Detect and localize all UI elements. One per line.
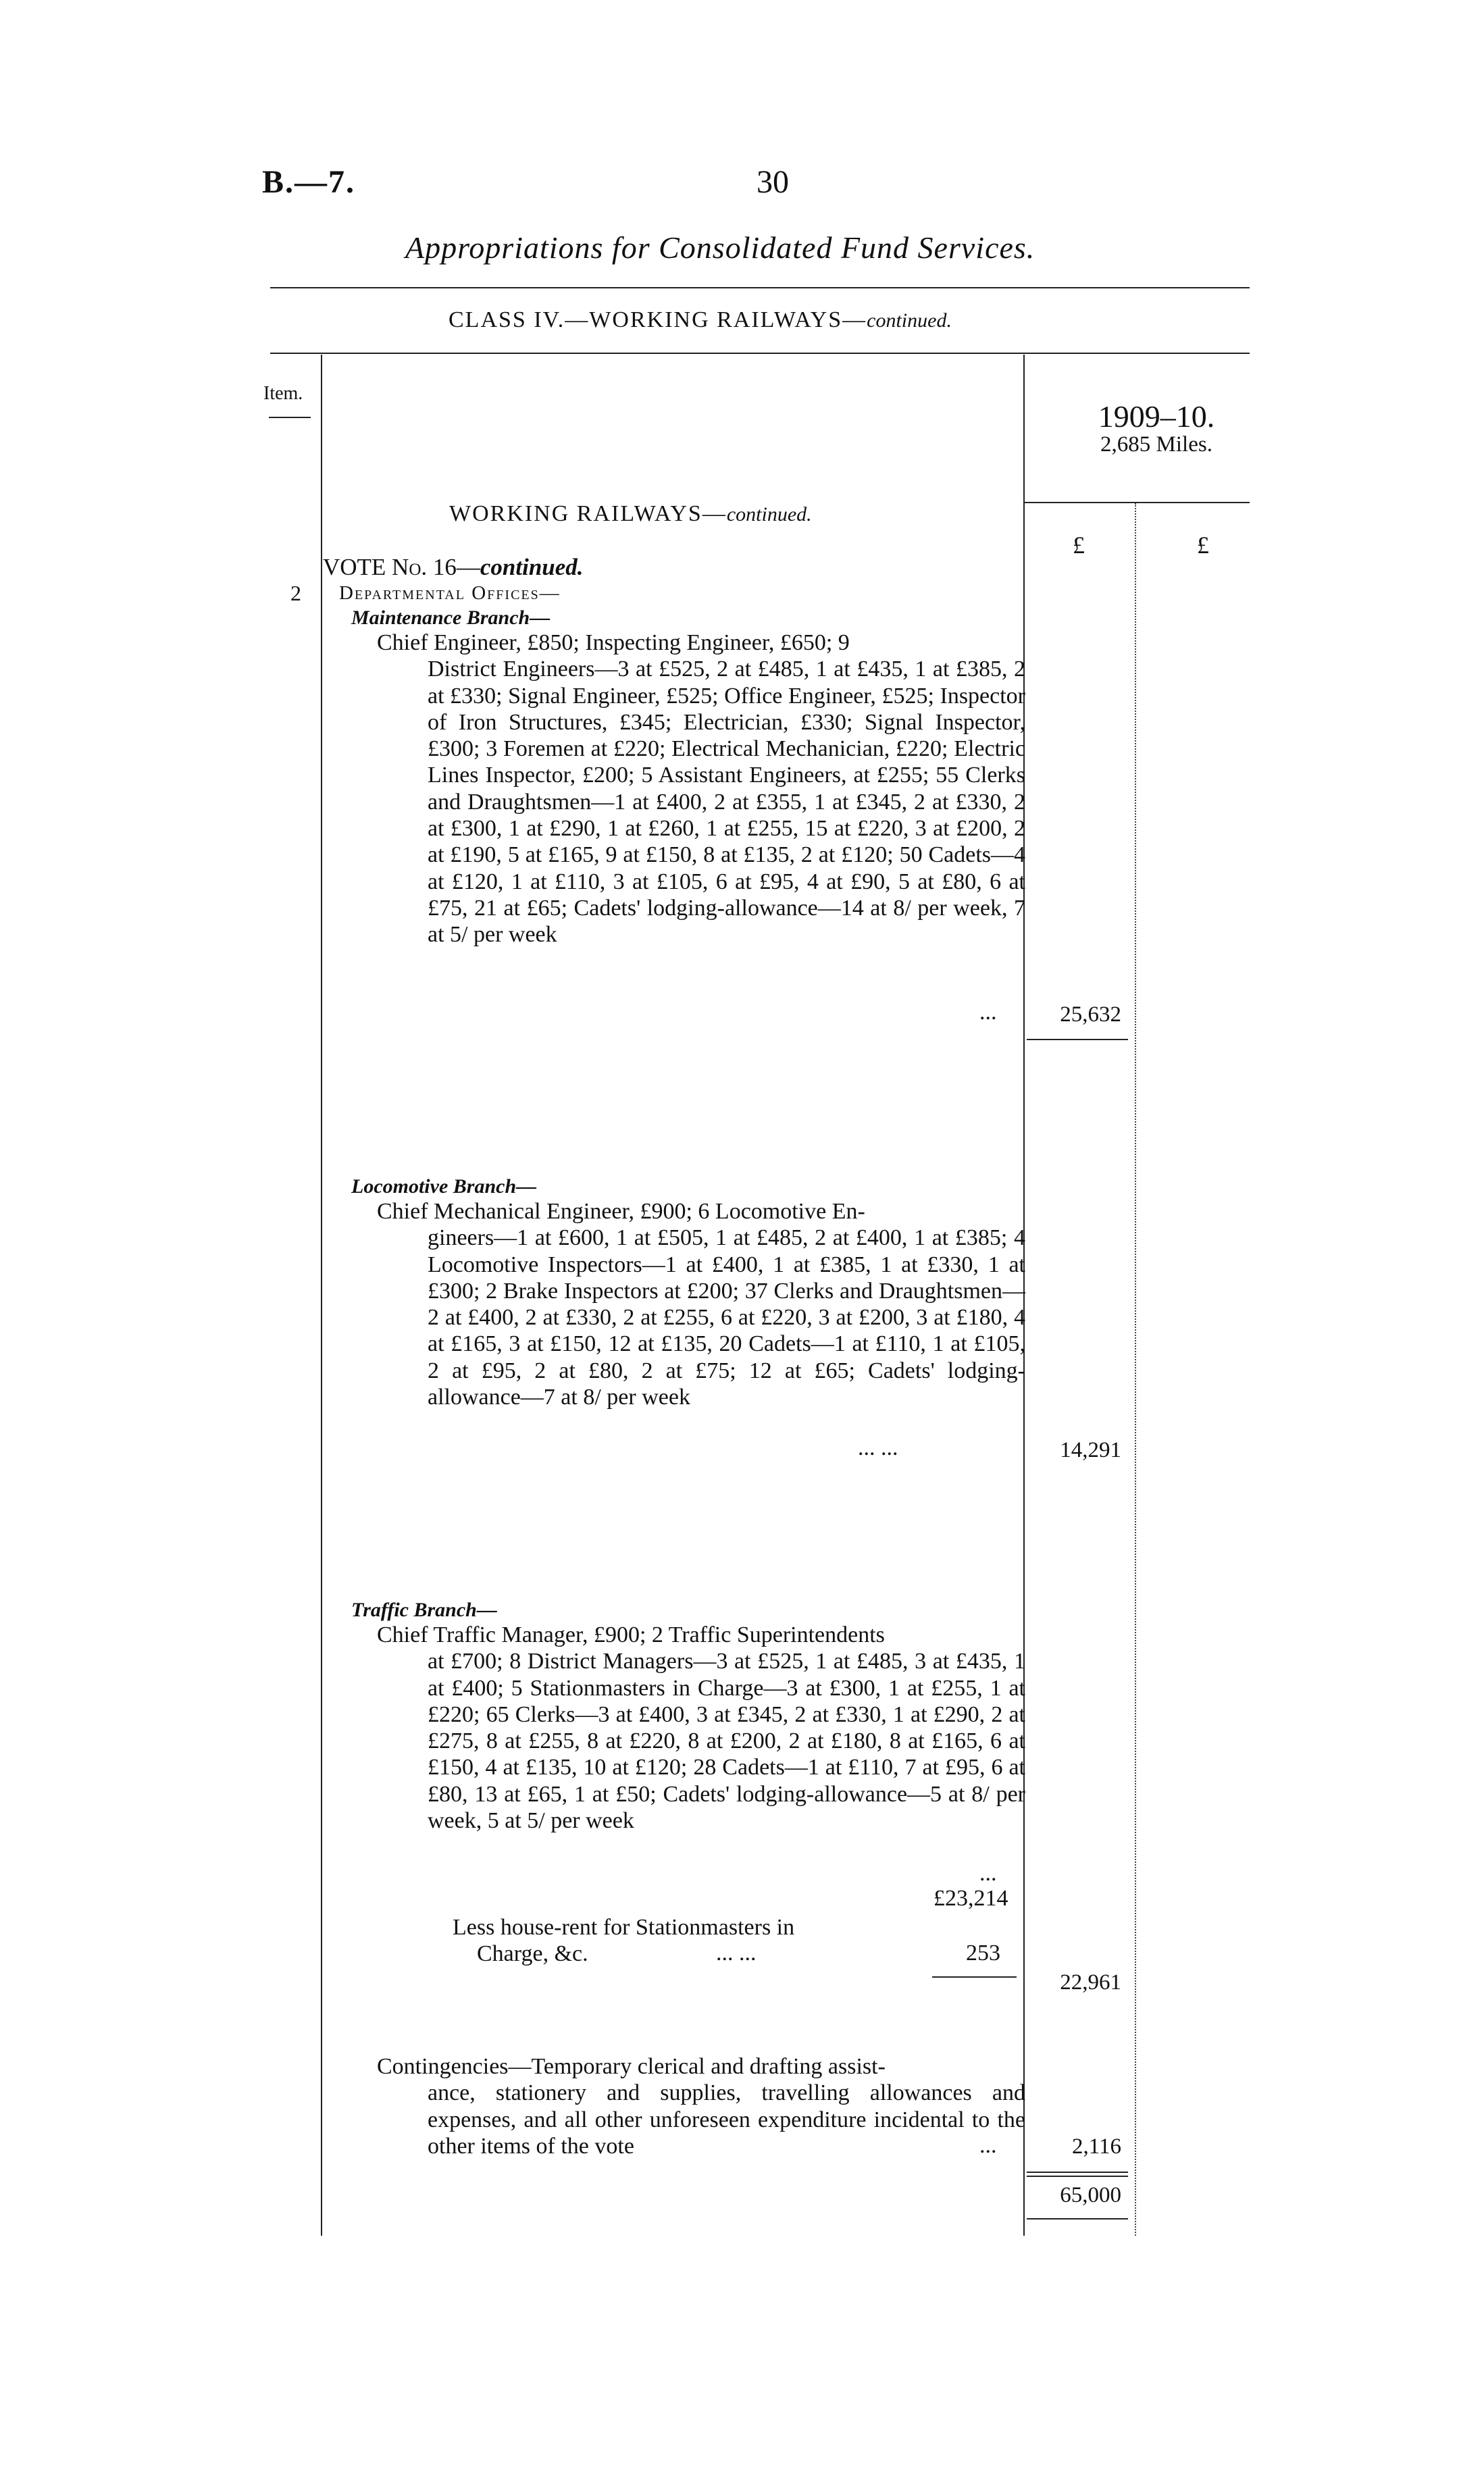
traffic-body: at £700; 8 District Managers—3 at £525, 1 at £485, 3 at £435, 1 at £400; 5 Stationmasters in Charge—3 at £300, 1 at £255, 1 at £220; 65 Clerks—3 at £400, 3 at £345, 2 at £330, 1 at £290, 2 at £275, 8 at £255, 8 at £220, 8 at £200, 2 at £180, 8 at £165, 6 at £150, 4 at £135, 10 at £120; 28 Cadets—1 at £110, 7 at £95, 6 at £80, 13 at £65, 1 at £50; Cadets' lodging-allowance—5 at 8/ per week, 5 at 5/ per week [428, 1649, 1025, 1834]
contingencies-amount: 2,116 [1071, 2134, 1121, 2159]
contingencies-leader: ... [979, 2133, 997, 2158]
amount-column-rule-mid [1135, 503, 1136, 2236]
department-heading: Departmental Offices— [339, 582, 561, 604]
maintenance-branch-heading: Maintenance Branch— [351, 607, 551, 629]
traffic-less-line1: Less house-rent for Stationmasters in [453, 1915, 795, 1940]
traffic-leader: ... [979, 1861, 997, 1886]
maintenance-branch-text [377, 630, 1025, 948]
contingencies-text [377, 2053, 1025, 2159]
traffic-less-line2: Charge, &c. [477, 1941, 588, 1966]
section-heading-text: WORKING RAILWAYS— [449, 501, 727, 526]
total-rule-top [1027, 2172, 1128, 2173]
year-heading: 1909–10. [1098, 399, 1215, 434]
year-rule [1023, 502, 1250, 503]
traffic-less-leader: ... ... [716, 1941, 757, 1966]
page-number: 30 [757, 164, 789, 200]
maintenance-amount-rule [1027, 1039, 1128, 1040]
locomotive-leader: ... ... [858, 1435, 898, 1460]
section-heading [449, 501, 812, 527]
maintenance-first-line: Chief Engineer, £850; Inspecting Engineer, £650; 9 [377, 630, 850, 655]
vote-heading [323, 554, 584, 581]
class-heading-suffix: continued. [867, 309, 952, 332]
locomotive-branch-text [377, 1198, 1025, 1410]
vote-total: 65,000 [1060, 2183, 1121, 2207]
class-rule [270, 353, 1250, 354]
total-rule-bottom [1027, 2218, 1128, 2219]
page-title: Appropriations for Consolidated Fund Services. [405, 230, 1035, 265]
item-column-header: Item. [263, 383, 303, 404]
traffic-branch-text [377, 1622, 1025, 1834]
item-column-rule [321, 355, 322, 2236]
traffic-amount: 22,961 [1060, 1970, 1121, 1995]
title-rule [270, 287, 1250, 288]
traffic-less-rule [932, 1976, 1017, 1978]
locomotive-amount: 14,291 [1060, 1438, 1121, 1462]
total-rule-top-double [1027, 2176, 1128, 2177]
section-heading-suffix: continued. [726, 503, 812, 525]
traffic-branch-heading: Traffic Branch— [351, 1599, 497, 1621]
item-header-underline [269, 417, 311, 418]
locomotive-branch-heading: Locomotive Branch— [351, 1175, 537, 1198]
traffic-subtotal: £23,214 [933, 1886, 1008, 1911]
currency-left: £ [1073, 532, 1085, 559]
traffic-first-line: Chief Traffic Manager, £900; 2 Traffic Superintendents [377, 1622, 885, 1647]
contingencies-first-line: Contingencies—Temporary clerical and drafting assist- [377, 2054, 886, 2079]
miles-heading: 2,685 Miles. [1100, 432, 1212, 457]
contingencies-body: ance, stationery and supplies, travelling allowances and expenses, and all other unforeseen expenditure incidental to the other items of the vote [428, 2080, 1025, 2159]
maintenance-leader: ... [979, 1000, 997, 1025]
vote-heading-text: VOTE No. 16— [323, 554, 480, 580]
currency-right: £ [1197, 532, 1209, 559]
traffic-less-amount: 253 [966, 1941, 1000, 1966]
class-heading-text: CLASS IV.—WORKING RAILWAYS— [449, 307, 867, 332]
item-number: 2 [290, 581, 301, 605]
class-heading [449, 307, 952, 333]
locomotive-body: gineers—1 at £600, 1 at £505, 1 at £485, 2 at £400, 1 at £385; 4 Locomotive Inspectors—1 at £400, 1 at £385, 1 at £330, 1 at £300; 2 Brake Inspectors at £200; 37 Clerks and Draughtsmen—2 at £400, 2 at £330, 2 at £255, 6 at £220, 3 at £200, 3 at £180, 4 at £165, 3 at £150, 12 at £135, 20 Cadets—1 at £110, 1 at £105, 2 at £95, 2 at £80, 2 at £75; 12 at £65; Cadets' lodging-allowance—7 at 8/ per week [428, 1225, 1025, 1410]
locomotive-first-line: Chief Mechanical Engineer, £900; 6 Locomotive En- [377, 1199, 865, 1224]
report-reference: B.—7. [262, 164, 356, 200]
maintenance-body: District Engineers—3 at £525, 2 at £485, 1 at £435, 1 at £385, 2 at £330; Signal Engineer, £525; Office Engineer, £525; Inspector of Iron Structures, £345; Electrician, £330; Signal Inspector, £300; 3 Foremen at £220; Electrical Mechanician, £220; Electric Lines Inspector, £200; 5 Assistant Engineers, at £255; 55 Clerks and Draughtsmen—1 at £400, 2 at £355, 1 at £345, 2 at £330, 2 at £300, 1 at £290, 1 at £260, 1 at £255, 15 at £220, 3 at £200, 2 at £190, 5 at £165, 9 at £150, 8 at £135, 2 at £120; 50 Cadets—4 at £120, 1 at £110, 3 at £105, 6 at £95, 4 at £90, 5 at £80, 6 at £75, 21 at £65; Cadets' lodging-allowance—14 at 8/ per week, 7 at 5/ per week [428, 657, 1025, 948]
vote-heading-suffix: continued. [480, 554, 584, 580]
maintenance-amount: 25,632 [1060, 1002, 1121, 1027]
